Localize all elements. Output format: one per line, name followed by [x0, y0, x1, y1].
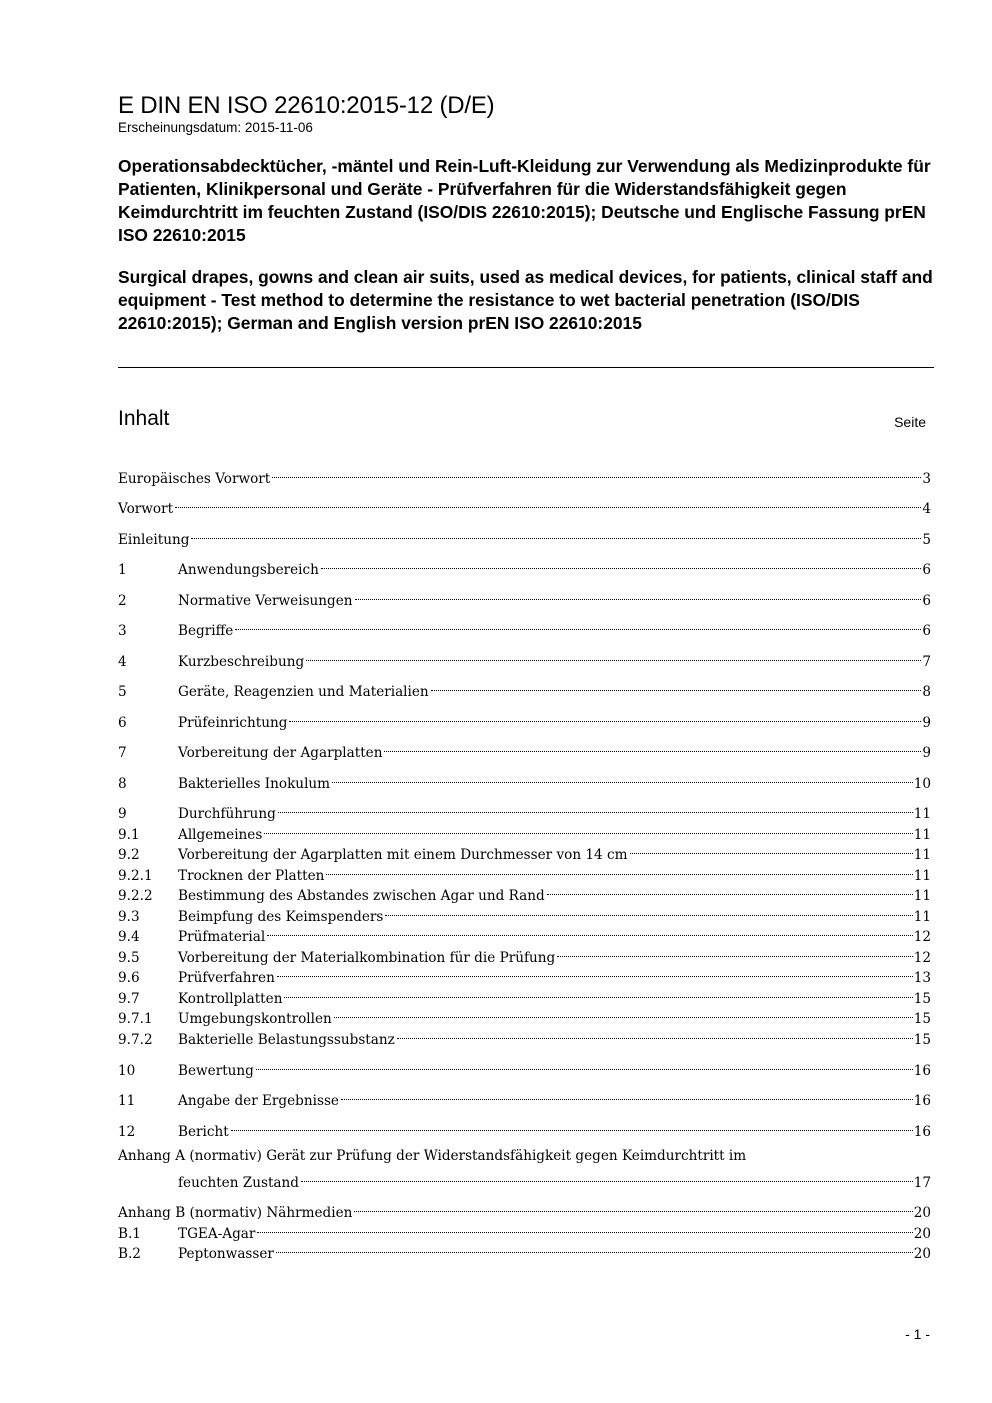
toc-entry-number: 3: [118, 623, 127, 639]
toc-entry-number: 6: [118, 715, 127, 731]
toc-entry-number: 9.7.1: [118, 1011, 153, 1027]
toc-dot-leader: [267, 921, 912, 941]
toc-entry-number: 8: [118, 776, 127, 792]
toc-entry-page: 11: [913, 827, 931, 843]
toc-dot-leader: [235, 615, 921, 635]
toc-entry-label: feuchten Zustand: [178, 1175, 299, 1191]
toc-dot-leader: [355, 585, 922, 605]
toc-entry-number: 1: [118, 562, 127, 578]
toc-entry-number: 9.6: [118, 970, 140, 986]
toc-entry-label: Peptonwasser: [178, 1246, 274, 1262]
toc-entry-page: 20: [913, 1226, 931, 1242]
toc-entry-page: 20: [913, 1246, 931, 1262]
toc-entry[interactable]: [118, 554, 931, 578]
toc-entry-page: 4: [922, 501, 931, 517]
toc-entry-label: Trocknen der Platten: [178, 868, 325, 884]
toc-entry[interactable]: [118, 463, 931, 487]
toc-dot-leader: [276, 1238, 913, 1258]
toc-entry[interactable]: [118, 860, 931, 884]
toc-entry-label: Bakterielle Belastungssubstanz: [178, 1032, 395, 1048]
toc-entry-label: TGEA-Agar: [178, 1226, 256, 1242]
toc-entry-label: Allgemeines: [178, 827, 263, 843]
toc-dot-leader: [256, 1055, 913, 1075]
toc-entry-page: 6: [922, 623, 931, 639]
toc-entry-number: 9.2: [118, 847, 140, 863]
toc-entry-page: 11: [913, 806, 931, 822]
toc-entry[interactable]: [118, 768, 931, 792]
toc-entry-label: Bakterielles Inokulum: [178, 776, 331, 792]
toc-entry-number: 7: [118, 745, 127, 761]
toc-entry-number: 9.2.1: [118, 868, 153, 884]
toc-entry[interactable]: [118, 819, 931, 843]
toc-entry-number: 9.1: [118, 827, 140, 843]
toc-dot-leader: [321, 554, 921, 574]
toc-dot-leader: [397, 1024, 913, 1044]
toc-entry[interactable]: [118, 1003, 931, 1027]
toc-page-label: Seite: [894, 414, 926, 430]
toc-entry-label: Begriffe: [178, 623, 234, 639]
toc-entry-number: 12: [118, 1124, 136, 1140]
toc-entry-page: 12: [913, 929, 931, 945]
toc-dot-leader: [278, 798, 913, 818]
toc-entry-number: 9: [118, 806, 127, 822]
toc-dot-leader: [385, 901, 912, 921]
toc-dot-leader: [326, 860, 912, 880]
toc-entry[interactable]: [118, 1197, 931, 1221]
toc-entry-label: Prüfmaterial: [178, 929, 266, 945]
toc-entry-page: 17: [913, 1175, 931, 1191]
toc-entry-page: 15: [913, 1032, 931, 1048]
toc-entry[interactable]: [118, 1055, 931, 1079]
publication-date: Erscheinungsdatum: 2015-11-06: [118, 120, 313, 135]
toc-entry-label: Europäisches Vorwort: [118, 471, 271, 487]
toc-entry[interactable]: [118, 676, 931, 700]
toc-entry-page: 9: [922, 745, 931, 761]
toc-dot-leader: [175, 493, 921, 513]
toc-dot-leader: [231, 1116, 913, 1136]
toc-entry[interactable]: [118, 1238, 931, 1262]
toc-entry-page: 11: [913, 888, 931, 904]
toc-entry-page: 6: [922, 593, 931, 609]
toc-entry-page: 5: [922, 532, 931, 548]
toc-entry[interactable]: [118, 585, 931, 609]
toc-dot-leader: [341, 1085, 913, 1105]
toc-entry-label: Angabe der Ergebnisse: [178, 1093, 339, 1109]
toc-entry-number: 9.2.2: [118, 888, 153, 904]
toc-entry-number: 9.4: [118, 929, 140, 945]
toc-dot-leader: [277, 962, 913, 982]
toc-entry-label: Prüfverfahren: [178, 970, 275, 986]
toc-entry-number: 11: [118, 1093, 136, 1109]
toc-entry-number: B.2: [118, 1246, 141, 1262]
toc-entry-label: Kurzbeschreibung: [178, 654, 305, 670]
toc-entry-number: 9.3: [118, 909, 140, 925]
toc-entry[interactable]: [118, 1085, 931, 1109]
toc-dot-leader: [257, 1218, 912, 1238]
toc-dot-leader: [306, 646, 921, 666]
toc-entry[interactable]: [118, 921, 931, 945]
toc-entry[interactable]: [118, 646, 931, 670]
toc-dot-leader: [284, 983, 912, 1003]
toc-dot-leader: [264, 819, 912, 839]
toc-entry-label: Beimpfung des Keimspenders: [178, 909, 384, 925]
toc-entry-annex-a-line2[interactable]: [178, 1167, 931, 1191]
toc-entry[interactable]: [118, 901, 931, 925]
page-number: - 1 -: [905, 1326, 930, 1342]
toc-entry[interactable]: [118, 707, 931, 731]
toc-dot-leader: [630, 839, 913, 859]
toc-entry-page: 16: [913, 1093, 931, 1109]
toc-entry-number: 9.7: [118, 991, 140, 1007]
toc-entry-label: Anhang B (normativ) Nährmedien: [118, 1205, 353, 1221]
toc-heading-row: [118, 405, 926, 435]
toc-entry[interactable]: [118, 1218, 931, 1242]
toc-entry-label: Vorbereitung der Materialkombination für die Prüfung: [178, 950, 556, 966]
toc-entry-page: 8: [922, 684, 931, 700]
toc-entry-page: 16: [913, 1063, 931, 1079]
toc-entry[interactable]: [118, 962, 931, 986]
toc-entry-page: 9: [922, 715, 931, 731]
toc-entry-page: 11: [913, 909, 931, 925]
toc-entry-number: 9.5: [118, 950, 140, 966]
toc-entry-number: B.1: [118, 1226, 141, 1242]
toc-entry-label: Bewertung: [178, 1063, 254, 1079]
toc-entry-label: Umgebungskontrollen: [178, 1011, 332, 1027]
toc-dot-leader: [332, 768, 913, 788]
toc-entry[interactable]: [118, 493, 931, 517]
toc-entry-label: Einleitung: [118, 532, 190, 548]
toc-entry[interactable]: [118, 839, 931, 863]
header-divider: [118, 367, 934, 368]
toc-entry-page: 6: [922, 562, 931, 578]
toc-entry[interactable]: [118, 880, 931, 904]
toc-dot-leader: [431, 676, 922, 696]
toc-entry-label: Kontrollplatten: [178, 991, 283, 1007]
toc-entry-number: 10: [118, 1063, 136, 1079]
toc-entry-page: 10: [913, 776, 931, 792]
document-header: [118, 92, 934, 335]
toc-dot-leader: [384, 737, 921, 757]
toc-entry-page: 13: [913, 970, 931, 986]
toc-entry-page: 11: [913, 847, 931, 863]
toc-dot-leader: [272, 463, 921, 483]
toc-entry-page: 16: [913, 1124, 931, 1140]
toc-entry-label: Vorwort: [118, 501, 174, 517]
toc-entry[interactable]: [118, 1116, 931, 1140]
toc-dot-leader: [557, 942, 912, 962]
toc-entry[interactable]: [118, 798, 931, 822]
title-german: Operationsabdecktücher, -mäntel und Rein-Luft-Kleidung zur Verwendung als Medizinprodukte für Patienten, Klinikpersonal und Geräte - Prüfverfahren für die Widerstandsfähigkeit gegen Keimdurchtritt im feuchten Zustand (ISO/DIS 22610:2015); Deutsche und Englische Fassung prEN ISO 22610:2015: [118, 156, 931, 245]
toc-entry-page: 20: [913, 1205, 931, 1221]
toc-entry-label: Vorbereitung der Agarplatten: [178, 745, 383, 761]
toc-entry-label: Vorbereitung der Agarplatten mit einem Durchmesser von 14 cm: [178, 847, 628, 863]
toc-dot-leader: [334, 1003, 913, 1023]
toc-entry-number: 5: [118, 684, 127, 700]
toc-entry[interactable]: [118, 942, 931, 966]
toc-entry-page: 3: [922, 471, 931, 487]
toc-entry-number: 4: [118, 654, 127, 670]
toc-entry-annex-a-line1[interactable]: [118, 1146, 931, 1166]
toc-entry-label: Bestimmung des Abstandes zwischen Agar und Rand: [178, 888, 545, 904]
toc-heading: Inhalt: [118, 407, 170, 430]
toc-entry-number: 2: [118, 593, 127, 609]
toc-entry-page: 11: [913, 868, 931, 884]
toc-entry-label: Normative Verweisungen: [178, 593, 353, 609]
toc-entry-label: Anhang A (normativ) Gerät zur Prüfung der Widerstandsfähigkeit gegen Keimdurchtritt im: [118, 1148, 747, 1164]
toc-entry-page: 15: [913, 991, 931, 1007]
toc-entry-label: Bericht: [178, 1124, 229, 1140]
toc-entry[interactable]: [118, 737, 931, 761]
toc-entry[interactable]: [118, 983, 931, 1007]
title-english: Surgical drapes, gowns and clean air suits, used as medical devices, for patients, clinical staff and equipment - Test method to determine the resistance to wet bacterial penetration (ISO/DIS 22610:2015); German and English version prEN ISO 22610:2015: [118, 267, 933, 333]
toc-entry[interactable]: [118, 524, 931, 548]
toc-entry-label: Prüfeinrichtung: [178, 715, 288, 731]
toc-dot-leader: [289, 707, 921, 727]
toc-dot-leader: [354, 1197, 912, 1217]
toc-entry-label: Anwendungsbereich: [178, 562, 319, 578]
toc-entry[interactable]: [118, 615, 931, 639]
toc-entry[interactable]: [118, 1024, 931, 1048]
toc-entry-number: 9.7.2: [118, 1032, 153, 1048]
toc-dot-leader: [547, 880, 913, 900]
toc-dot-leader: [301, 1167, 913, 1187]
toc-entry-label: Geräte, Reagenzien und Materialien: [178, 684, 429, 700]
toc-entry-page: 7: [922, 654, 931, 670]
toc-entry-label: Durchführung: [178, 806, 276, 822]
toc-entry-page: 12: [913, 950, 931, 966]
document-id: E DIN EN ISO 22610:2015-12 (D/E): [118, 92, 495, 119]
toc-dot-leader: [191, 524, 921, 544]
toc-entry-page: 15: [913, 1011, 931, 1027]
